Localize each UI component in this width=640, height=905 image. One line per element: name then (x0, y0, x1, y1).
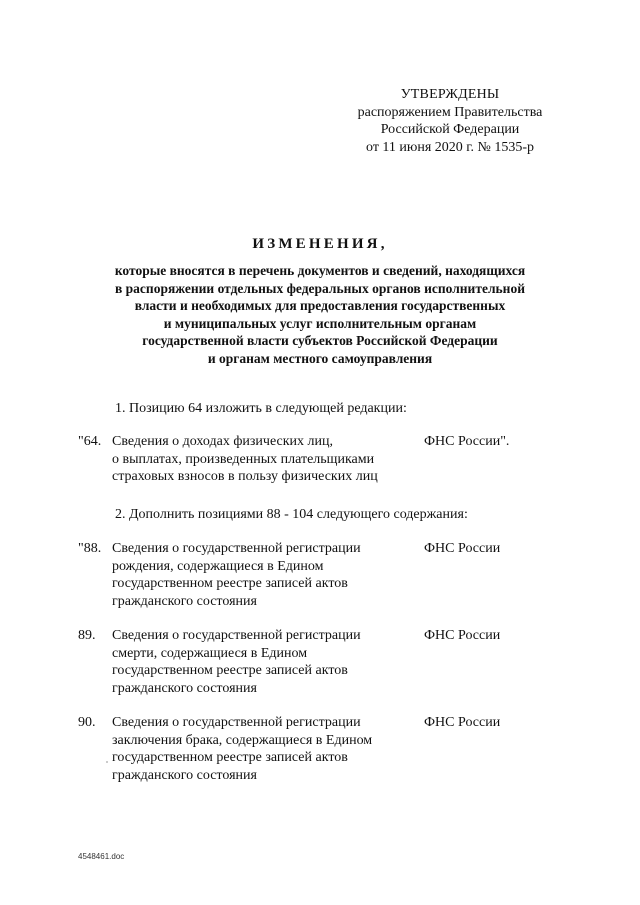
item-number: 90. (78, 715, 96, 730)
scan-speck (106, 761, 108, 763)
subtitle-line: которые вносятся в перечень документов и сведений, находящихся (114, 263, 526, 278)
item-text-line: Сведения о государственной регистрации (112, 715, 361, 730)
approval-line: распоряжением Правительства (357, 104, 543, 120)
document-title: ИЗМЕНЕНИЯ, (252, 236, 388, 252)
item-agency: ФНС России (424, 541, 501, 556)
subtitle-line: государственной власти субъектов Российской Федерации (142, 333, 498, 348)
item-text-line: о выплатах, произведенных плательщиками (112, 451, 375, 467)
subtitle-line: и муниципальных услуг исполнительным органам (163, 315, 477, 331)
paragraph-2: 2. Дополнить позициями 88 - 104 следующего содержания: (115, 507, 468, 522)
item-text (112, 540, 412, 610)
item-text-line: государственном реестре записей актов (112, 663, 348, 678)
subtitle-line: власти и необходимых для предоставления государственных (134, 298, 506, 313)
approval-heading: УТВЕРЖДЕНЫ (400, 87, 500, 102)
approval-line: от 11 июня 2020 г. № 1535-р (366, 139, 534, 155)
item-number: "64. (78, 434, 102, 449)
item-agency: ФНС России (424, 715, 501, 730)
item-text-line: гражданского состояния (112, 767, 257, 783)
item-text-line: рождения, содержащиеся в Едином (112, 558, 324, 574)
item-text (112, 714, 412, 784)
paragraph-1: 1. Позицию 64 изложить в следующей редакции: (115, 401, 407, 416)
item-number: 89. (78, 628, 96, 643)
item-agency: ФНС России". (424, 434, 510, 449)
item-text-line: заключения брака, содержащиеся в Едином (112, 732, 373, 748)
approval-block (340, 86, 560, 156)
item-text-line: гражданского состояния (112, 593, 257, 609)
item-number: "88. (78, 541, 102, 556)
item-text-line: Сведения о государственной регистрации (112, 628, 361, 643)
item-text (112, 433, 412, 486)
item-text-line: Сведения о государственной регистрации (112, 541, 361, 556)
item-text-line: государственном реестре записей актов (112, 750, 348, 765)
item-text-line: гражданского состояния (112, 680, 257, 696)
item-text-line: страховых взносов в пользу физических лиц (112, 469, 378, 484)
file-reference: 4548461.doc (78, 852, 125, 861)
subtitle-line: и органам местного самоуправления (207, 350, 433, 366)
item-text-line: Сведения о доходах физических лиц, (112, 434, 333, 449)
document-subtitle (60, 262, 580, 367)
item-text-line: государственном реестре записей актов (112, 576, 348, 591)
subtitle-line: в распоряжении отдельных федеральных органов исполнительной (115, 280, 525, 296)
approval-line: Российской Федерации (380, 122, 520, 137)
item-text-line: смерти, содержащиеся в Едином (112, 645, 308, 661)
item-text (112, 627, 412, 697)
item-agency: ФНС России (424, 628, 501, 643)
